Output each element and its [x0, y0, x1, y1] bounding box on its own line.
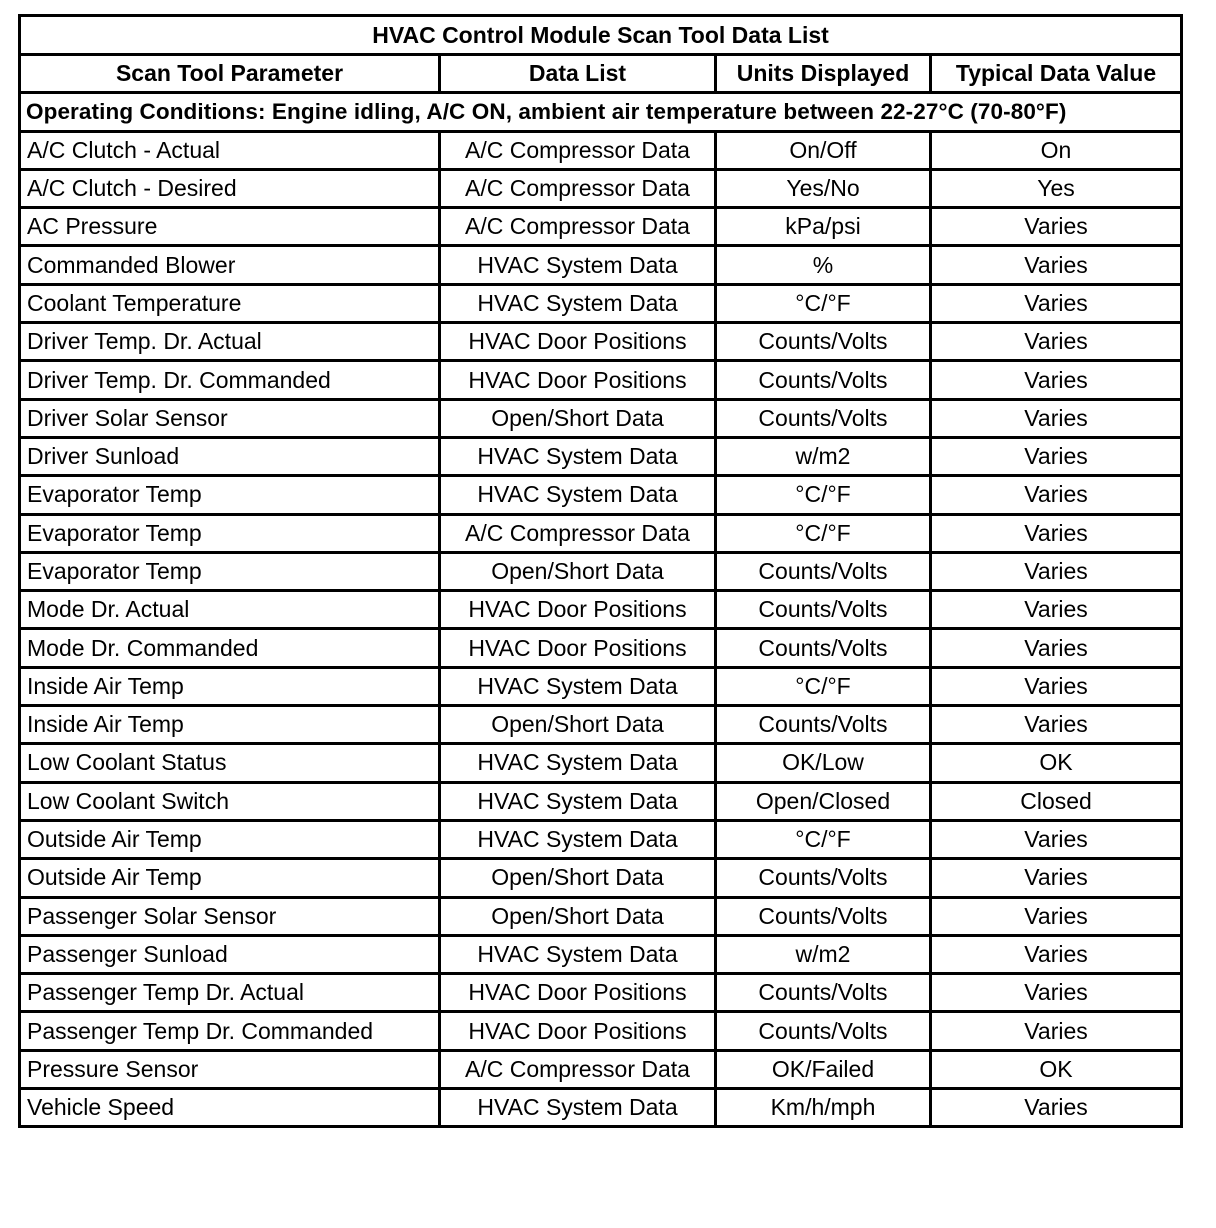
parameter-cell: Outside Air Temp: [20, 859, 440, 897]
units-cell: °C/°F: [716, 667, 931, 705]
units-cell: w/m2: [716, 437, 931, 475]
data-list-cell: Open/Short Data: [440, 859, 716, 897]
table-row: [20, 169, 1182, 207]
data-list-cell: HVAC System Data: [440, 820, 716, 858]
data-list-cell: HVAC System Data: [440, 246, 716, 284]
units-cell: Counts/Volts: [716, 361, 931, 399]
operating-conditions: Operating Conditions: Engine idling, A/C ON, ambient air temperature between 22-27°C (70-80°F): [20, 93, 1182, 131]
table-row: [20, 131, 1182, 169]
typical-value-cell: OK: [931, 1050, 1182, 1088]
data-list-cell: HVAC System Data: [440, 744, 716, 782]
parameter-cell: Driver Solar Sensor: [20, 399, 440, 437]
typical-value-cell: Varies: [931, 974, 1182, 1012]
units-cell: °C/°F: [716, 514, 931, 552]
units-cell: kPa/psi: [716, 208, 931, 246]
parameter-cell: Commanded Blower: [20, 246, 440, 284]
data-list-cell: HVAC System Data: [440, 476, 716, 514]
typical-value-cell: On: [931, 131, 1182, 169]
table-row: [20, 897, 1182, 935]
parameter-cell: Passenger Solar Sensor: [20, 897, 440, 935]
units-cell: %: [716, 246, 931, 284]
parameter-cell: Evaporator Temp: [20, 514, 440, 552]
data-list-cell: A/C Compressor Data: [440, 131, 716, 169]
table-row: [20, 820, 1182, 858]
typical-value-cell: Varies: [931, 437, 1182, 475]
units-cell: °C/°F: [716, 476, 931, 514]
parameter-cell: Evaporator Temp: [20, 476, 440, 514]
table-row: [20, 591, 1182, 629]
parameter-cell: AC Pressure: [20, 208, 440, 246]
table-row: [20, 974, 1182, 1012]
data-list-cell: Open/Short Data: [440, 552, 716, 590]
parameter-cell: Passenger Sunload: [20, 935, 440, 973]
table-row: [20, 935, 1182, 973]
data-list-cell: HVAC System Data: [440, 284, 716, 322]
typical-value-cell: Varies: [931, 859, 1182, 897]
typical-value-cell: Varies: [931, 629, 1182, 667]
typical-value-cell: Yes: [931, 169, 1182, 207]
table-row: [20, 284, 1182, 322]
parameter-cell: Passenger Temp Dr. Commanded: [20, 1012, 440, 1050]
parameter-cell: Inside Air Temp: [20, 706, 440, 744]
units-cell: Counts/Volts: [716, 897, 931, 935]
header-units-displayed: Units Displayed: [716, 55, 931, 93]
data-list-cell: HVAC Door Positions: [440, 629, 716, 667]
units-cell: OK/Low: [716, 744, 931, 782]
table-row: [20, 1089, 1182, 1127]
typical-value-cell: Varies: [931, 323, 1182, 361]
data-list-cell: HVAC System Data: [440, 1089, 716, 1127]
units-cell: On/Off: [716, 131, 931, 169]
table-row: [20, 667, 1182, 705]
parameter-cell: Coolant Temperature: [20, 284, 440, 322]
parameter-cell: Driver Temp. Dr. Commanded: [20, 361, 440, 399]
units-cell: Yes/No: [716, 169, 931, 207]
title-row: [20, 16, 1182, 55]
table-row: [20, 629, 1182, 667]
table-row: [20, 514, 1182, 552]
table-row: [20, 437, 1182, 475]
data-list-cell: HVAC Door Positions: [440, 361, 716, 399]
parameter-cell: Low Coolant Status: [20, 744, 440, 782]
units-cell: Counts/Volts: [716, 974, 931, 1012]
parameter-cell: A/C Clutch - Desired: [20, 169, 440, 207]
typical-value-cell: Varies: [931, 514, 1182, 552]
parameter-cell: Outside Air Temp: [20, 820, 440, 858]
data-list-cell: HVAC System Data: [440, 782, 716, 820]
table-body: [20, 131, 1182, 1127]
data-list-cell: HVAC System Data: [440, 667, 716, 705]
typical-value-cell: OK: [931, 744, 1182, 782]
data-list-cell: A/C Compressor Data: [440, 514, 716, 552]
table-row: [20, 208, 1182, 246]
units-cell: Counts/Volts: [716, 706, 931, 744]
typical-value-cell: Varies: [931, 1012, 1182, 1050]
typical-value-cell: Varies: [931, 246, 1182, 284]
table-row: [20, 706, 1182, 744]
data-list-cell: A/C Compressor Data: [440, 169, 716, 207]
typical-value-cell: Varies: [931, 935, 1182, 973]
parameter-cell: Driver Temp. Dr. Actual: [20, 323, 440, 361]
parameter-cell: Vehicle Speed: [20, 1089, 440, 1127]
units-cell: Counts/Volts: [716, 591, 931, 629]
units-cell: OK/Failed: [716, 1050, 931, 1088]
data-list-cell: A/C Compressor Data: [440, 208, 716, 246]
units-cell: °C/°F: [716, 284, 931, 322]
typical-value-cell: Varies: [931, 361, 1182, 399]
units-cell: Open/Closed: [716, 782, 931, 820]
data-list-cell: Open/Short Data: [440, 399, 716, 437]
table-row: [20, 361, 1182, 399]
table-row: [20, 1012, 1182, 1050]
typical-value-cell: Varies: [931, 667, 1182, 705]
parameter-cell: Passenger Temp Dr. Actual: [20, 974, 440, 1012]
table-row: [20, 782, 1182, 820]
table-row: [20, 476, 1182, 514]
units-cell: Km/h/mph: [716, 1089, 931, 1127]
table-row: [20, 552, 1182, 590]
data-list-cell: Open/Short Data: [440, 897, 716, 935]
units-cell: °C/°F: [716, 820, 931, 858]
data-list-cell: HVAC Door Positions: [440, 323, 716, 361]
units-cell: Counts/Volts: [716, 1012, 931, 1050]
typical-value-cell: Varies: [931, 820, 1182, 858]
data-list-cell: HVAC Door Positions: [440, 591, 716, 629]
typical-value-cell: Varies: [931, 208, 1182, 246]
parameter-cell: Evaporator Temp: [20, 552, 440, 590]
header-row: [20, 55, 1182, 93]
units-cell: Counts/Volts: [716, 399, 931, 437]
typical-value-cell: Varies: [931, 284, 1182, 322]
units-cell: Counts/Volts: [716, 629, 931, 667]
typical-value-cell: Varies: [931, 706, 1182, 744]
parameter-cell: Inside Air Temp: [20, 667, 440, 705]
typical-value-cell: Varies: [931, 897, 1182, 935]
parameter-cell: Pressure Sensor: [20, 1050, 440, 1088]
table-row: [20, 323, 1182, 361]
data-list-cell: Open/Short Data: [440, 706, 716, 744]
parameter-cell: Low Coolant Switch: [20, 782, 440, 820]
header-scan-tool-parameter: Scan Tool Parameter: [20, 55, 440, 93]
scan-tool-data-table: [18, 14, 1183, 1128]
data-list-cell: HVAC System Data: [440, 935, 716, 973]
table-row: [20, 399, 1182, 437]
parameter-cell: Mode Dr. Commanded: [20, 629, 440, 667]
units-cell: Counts/Volts: [716, 859, 931, 897]
data-list-cell: HVAC System Data: [440, 437, 716, 475]
typical-value-cell: Varies: [931, 476, 1182, 514]
operating-conditions-row: [20, 93, 1182, 131]
units-cell: Counts/Volts: [716, 552, 931, 590]
parameter-cell: Driver Sunload: [20, 437, 440, 475]
parameter-cell: Mode Dr. Actual: [20, 591, 440, 629]
units-cell: w/m2: [716, 935, 931, 973]
typical-value-cell: Closed: [931, 782, 1182, 820]
table-row: [20, 859, 1182, 897]
table-row: [20, 744, 1182, 782]
data-list-cell: HVAC Door Positions: [440, 1012, 716, 1050]
typical-value-cell: Varies: [931, 552, 1182, 590]
parameter-cell: A/C Clutch - Actual: [20, 131, 440, 169]
typical-value-cell: Varies: [931, 399, 1182, 437]
data-list-cell: A/C Compressor Data: [440, 1050, 716, 1088]
typical-value-cell: Varies: [931, 1089, 1182, 1127]
table-row: [20, 1050, 1182, 1088]
typical-value-cell: Varies: [931, 591, 1182, 629]
header-data-list: Data List: [440, 55, 716, 93]
header-typical-data-value: Typical Data Value: [931, 55, 1182, 93]
data-list-cell: HVAC Door Positions: [440, 974, 716, 1012]
table-row: [20, 246, 1182, 284]
table-title: HVAC Control Module Scan Tool Data List: [20, 16, 1182, 55]
units-cell: Counts/Volts: [716, 323, 931, 361]
